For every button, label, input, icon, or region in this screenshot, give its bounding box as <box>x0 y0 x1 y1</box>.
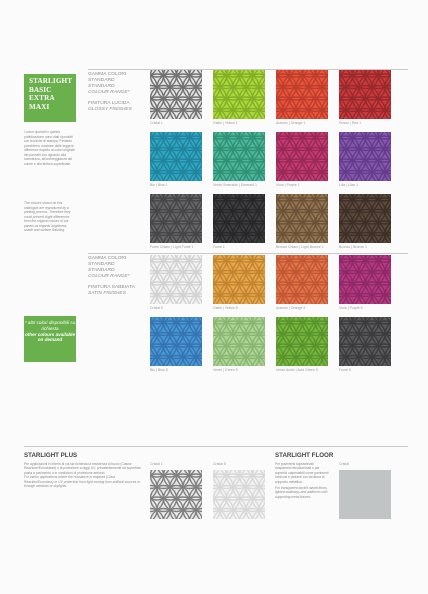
colour-swatch <box>213 470 265 519</box>
colour-swatch <box>150 132 202 181</box>
swatch-caption: Blu | Blue 1 <box>150 183 168 187</box>
colour-swatch <box>150 70 202 119</box>
swatch-caption: Lilla | Lilac 1 <box>339 183 359 187</box>
label-line: STANDARD <box>88 262 115 267</box>
label-line: COLOUR RANGE* <box>88 90 130 95</box>
floor-title: STARLIGHT FLOOR <box>275 452 334 459</box>
plus-text-english: For indoor applications where fire resistance is required (Class Reaction/Euroclass) or UV protection from light coming from artificial sources or through windows or skylights. <box>24 475 141 489</box>
colour-swatch <box>150 317 202 366</box>
label-line: GLOSSY FINISHES <box>88 107 132 112</box>
swatch-caption: Cristal <box>339 462 349 466</box>
title-line: MAXI <box>29 102 50 111</box>
colour-swatch <box>213 70 265 119</box>
colour-swatch <box>150 470 202 519</box>
label-line: STANDARD <box>88 84 115 89</box>
swatch-caption: Fumè 5 <box>339 368 351 372</box>
swatch-caption: Rosso | Red 1 <box>339 121 362 125</box>
colour-swatch <box>213 194 265 243</box>
section-divider <box>24 446 408 447</box>
colour-swatch <box>276 255 328 304</box>
plus-text-italian: Per applicazioni in interni di cui sia richiesta la resistenza al fuoco (Classe Reazione/Euroclasse) o la protezione a raggi UV, prevalentemente da superficie posta a pavimento o in condizioni di protezione antiurto. <box>24 462 141 475</box>
swatch-caption: Cristal 1 <box>150 121 163 125</box>
label-line: GAMMA COLORI <box>88 256 127 261</box>
label-line: SATIN FINISHES <box>88 291 126 296</box>
label-line: STANDARD <box>88 268 115 273</box>
floor-description <box>275 462 329 499</box>
product-title-box <box>24 74 76 122</box>
title-line: EXTRA <box>29 94 55 103</box>
floor-text-english: For transparent backlit raised floors, lighted walkways and platforms with supporting metal frames. <box>275 486 328 499</box>
colour-swatch <box>150 194 202 243</box>
colour-swatch <box>339 317 391 366</box>
colour-swatch <box>276 317 328 366</box>
colour-swatch <box>150 255 202 304</box>
colour-swatch <box>339 70 391 119</box>
colour-swatch <box>276 194 328 243</box>
colour-swatch <box>276 70 328 119</box>
swatch-caption: Giallo | Yellow 5 <box>213 306 238 310</box>
swatch-caption: Cristal 5 <box>150 306 163 310</box>
colour-swatch <box>339 470 391 519</box>
colour-swatch <box>276 132 328 181</box>
swatch-caption: Cristal 1 <box>150 462 163 466</box>
plus-description <box>24 462 144 488</box>
swatch-caption: Bronzo | Bronze 1 <box>339 245 367 249</box>
title-line: BASIC <box>29 85 52 94</box>
swatch-caption: Fumè Chiaro | Light Fumè 1 <box>150 245 194 249</box>
swatch-caption: Viola | Purple 5 <box>339 306 363 310</box>
other-colours-box <box>24 316 76 362</box>
swatch-caption: Verde Acido | Acid Green 5 <box>276 368 318 372</box>
intro-text-english: The colours shown on this catalogue are reproduced by a printing process. Therefore they could present slight differences from the original colours of our panels as regards brightness, shade and surface finishing. <box>24 201 71 232</box>
glossy-section-label <box>88 72 144 113</box>
colour-swatch <box>213 255 265 304</box>
label-line: COLOUR RANGE* <box>88 274 130 279</box>
title-line: STARLIGHT <box>29 77 73 85</box>
label-line: GAMMA COLORI <box>88 72 127 77</box>
floor-text-italian: Per pavimenti sopraelevati trasparenti retroilluminati o per superfici calpestabili come pavimenti luminosi e pedane con struttura di supporto metallica. <box>275 462 329 484</box>
swatch-caption: Arancio | Orange 1 <box>276 121 306 125</box>
satin-section-label <box>88 256 144 297</box>
colour-swatch <box>213 317 265 366</box>
label-line: FINITURA LUCIDA <box>88 101 130 106</box>
swatch-caption: Viola | Purple 1 <box>276 183 300 187</box>
swatch-caption: Verde Smeraldo | Emerald 1 <box>213 183 257 187</box>
label-line: FINITURA SABBIATA <box>88 285 135 290</box>
swatch-caption: Bronzo Chiaro | Light Bronze 1 <box>276 245 324 249</box>
label-line: STANDARD <box>88 78 115 83</box>
section-divider <box>88 253 408 254</box>
intro-text-italian: I colori riportati in questa pubblicazione sono stati riprodotti con tecniche di stampa. Pertanto potrebbero mostrare delle leggere differenze rispetto ai colori originali dei pannelli con riguardo alla lucentezza, all'ombreggiatura del colore e alla finitura superficiale. <box>24 130 75 166</box>
swatch-caption: Fumè 1 <box>213 245 225 249</box>
other-colours-italian: * altri colori disponibili su richiesta <box>24 320 76 331</box>
swatch-caption: Cristal 5 <box>213 462 226 466</box>
colour-swatch <box>339 194 391 243</box>
swatch-caption: Arancio | Orange 5 <box>276 306 306 310</box>
colour-swatch <box>213 132 265 181</box>
plus-title: STARLIGHT PLUS <box>24 452 78 459</box>
swatch-caption: Blu | Blue 5 <box>150 368 168 372</box>
swatch-caption: Verde | Green 5 <box>213 368 238 372</box>
colour-swatch <box>339 255 391 304</box>
colour-swatch <box>339 132 391 181</box>
swatch-caption: Giallo | Yellow 1 <box>213 121 238 125</box>
other-colours-english: other colours available on demand <box>24 331 76 343</box>
